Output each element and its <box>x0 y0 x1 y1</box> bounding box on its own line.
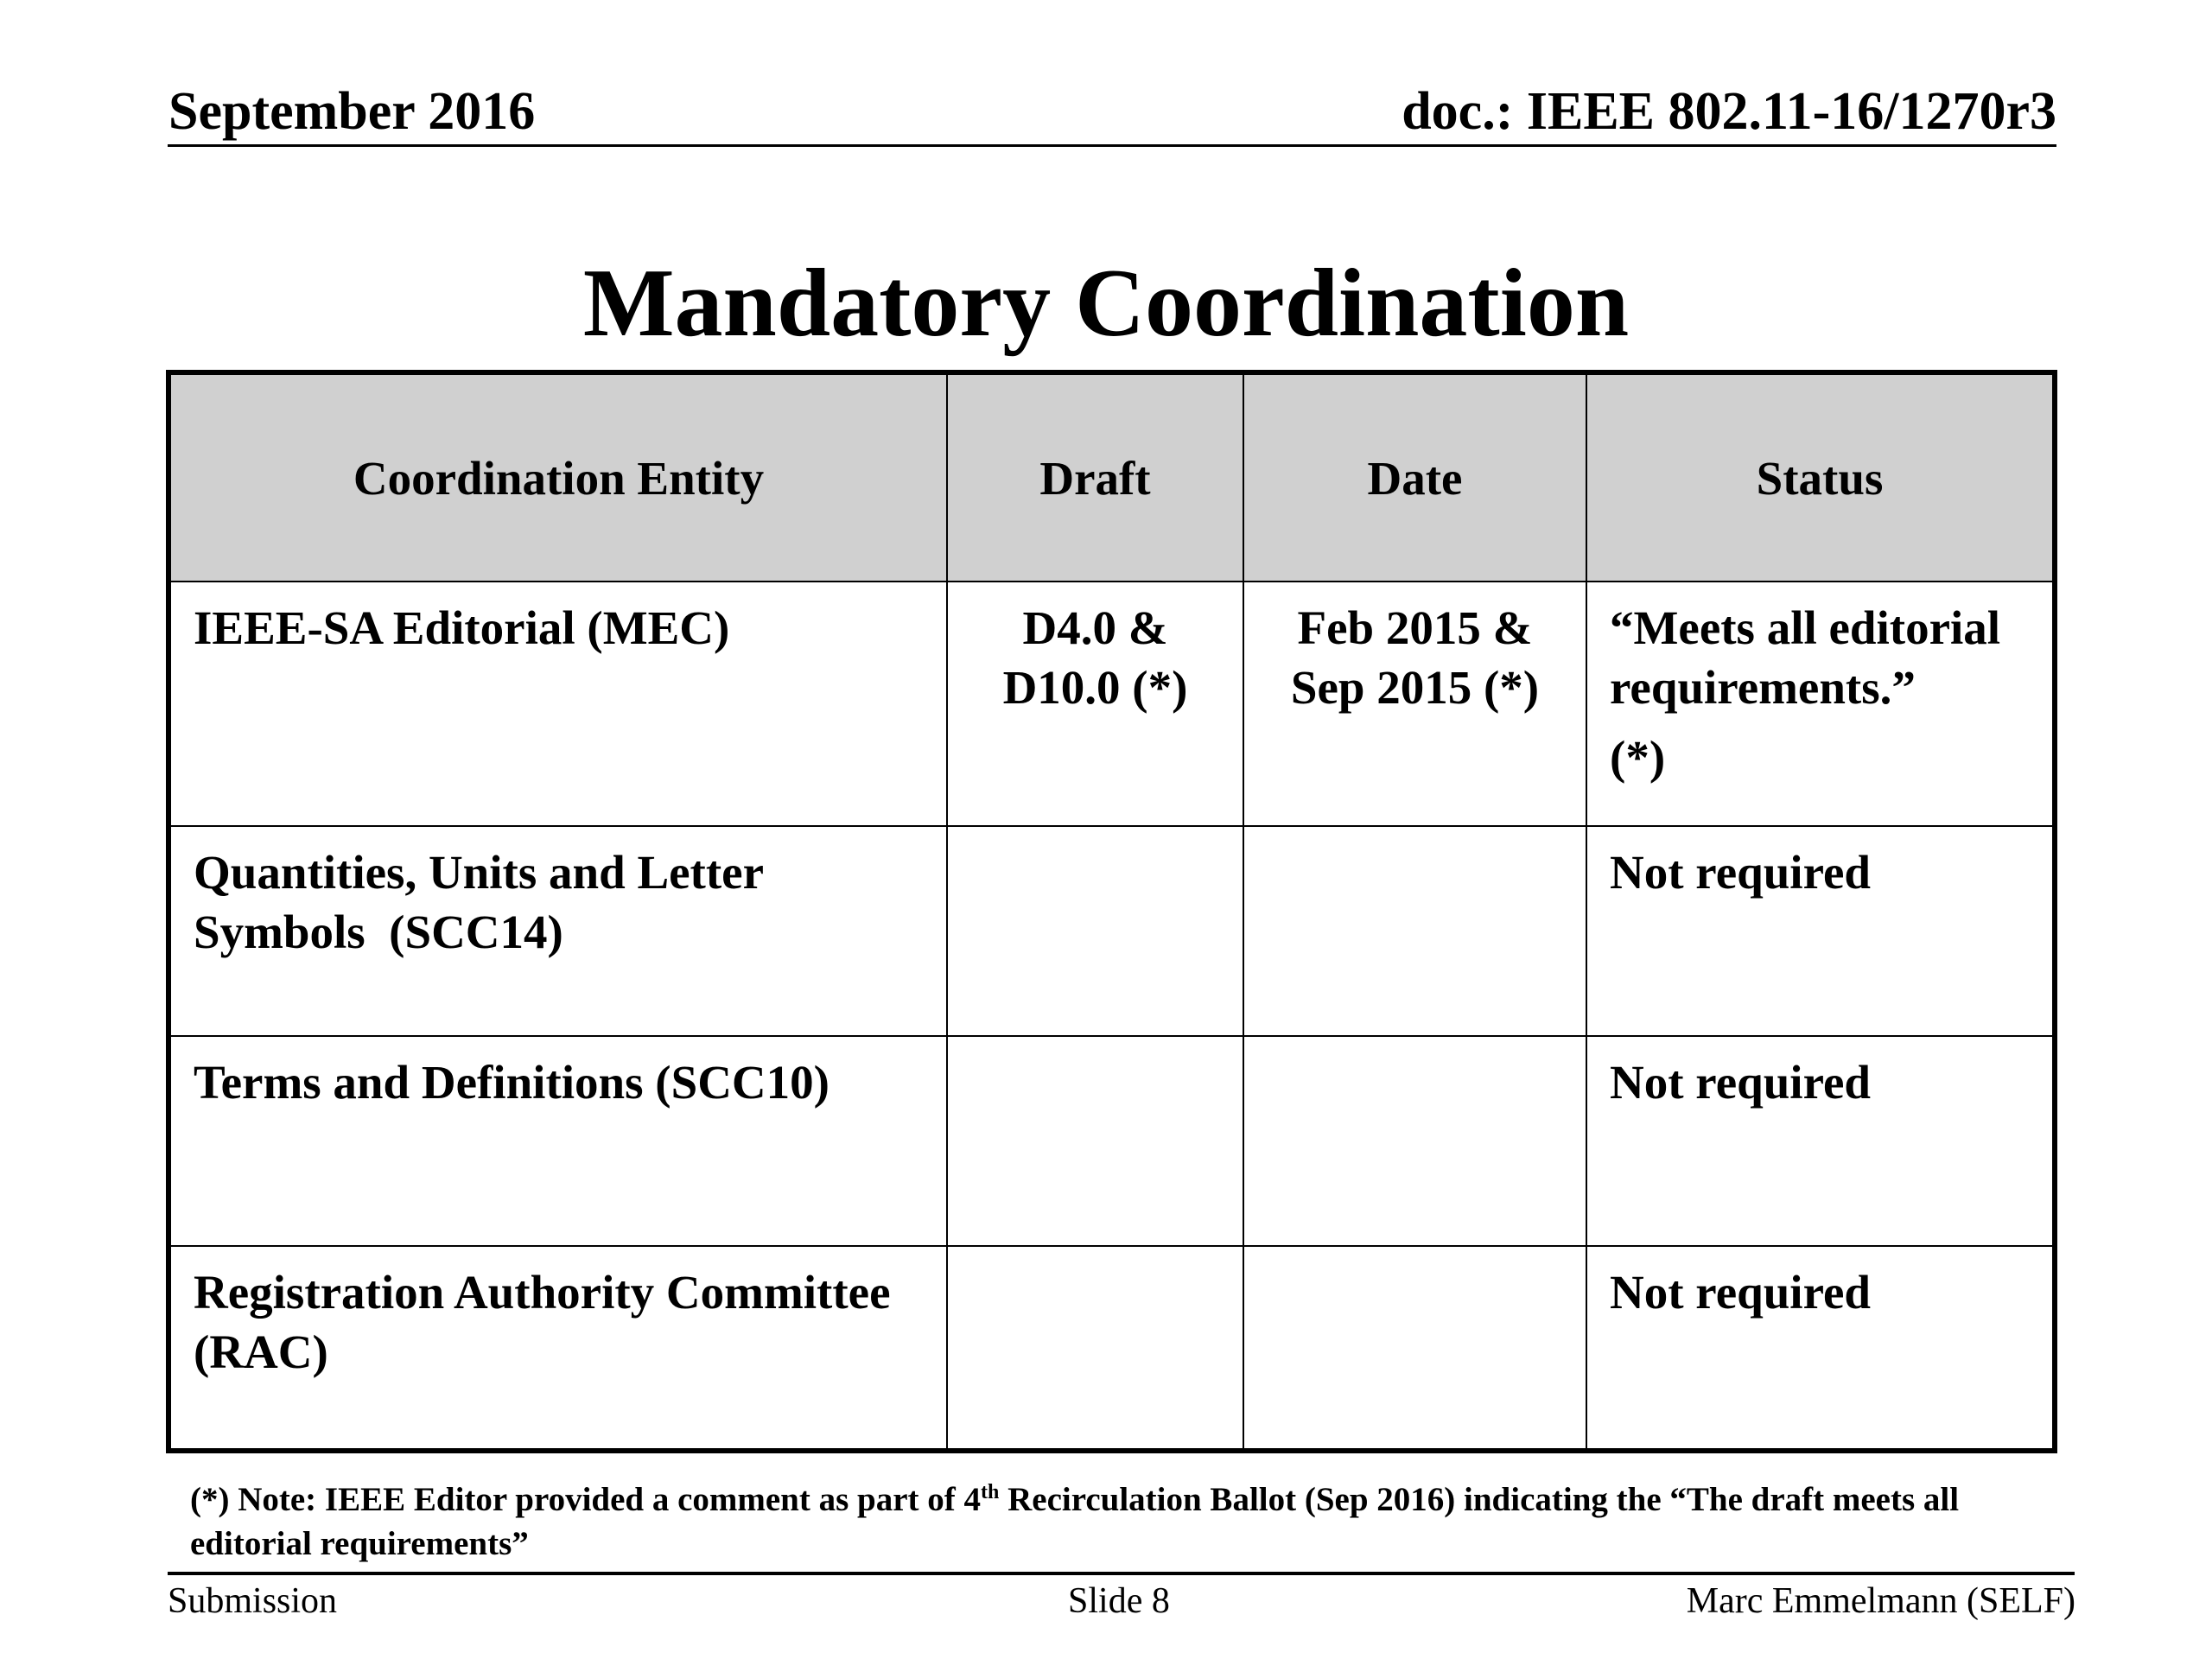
draft-cell <box>947 826 1243 1036</box>
table-header-row <box>168 372 2055 582</box>
header-divider <box>168 144 2056 147</box>
draft-cell: D4.0 & D10.0 (*) <box>947 582 1243 826</box>
draft-cell <box>947 1036 1243 1246</box>
entity-cell: IEEE-SA Editorial (MEC) <box>168 582 947 826</box>
coordination-table <box>166 370 2057 1453</box>
table-row <box>168 1246 2055 1451</box>
entity-cell: Quantities, Units and Letter Symbols (SCC14) <box>168 826 947 1036</box>
status-cell: Not required <box>1586 1036 2055 1246</box>
entity-cell: Registration Authority Committee (RAC) <box>168 1246 947 1451</box>
column-header: Draft <box>947 372 1243 582</box>
date-cell <box>1243 1036 1586 1246</box>
footer-submission: Submission <box>168 1581 338 1621</box>
table-row <box>168 826 2055 1036</box>
status-text: “Meets all editorial requirements.” <box>1610 601 2001 714</box>
status-cell <box>1586 582 2055 826</box>
column-header: Date <box>1243 372 1586 582</box>
date-cell <box>1243 826 1586 1036</box>
footnote-text-cont: Recirculation Ballot (Sep 2016) indicating the “The draft meets all editorial requirements” <box>190 1481 1960 1562</box>
footnote <box>190 1478 2048 1566</box>
footer-author: Marc Emmelmann (SELF) <box>1686 1581 2075 1621</box>
status-cell: Not required <box>1586 826 2055 1036</box>
date-cell: Feb 2015 & Sep 2015 (*) <box>1243 582 1586 826</box>
footer-divider <box>168 1572 2075 1575</box>
entity-cell: Terms and Definitions (SCC10) <box>168 1036 947 1246</box>
header-doc-id: doc.: IEEE 802.11-16/1270r3 <box>1402 82 2056 141</box>
footnote-text: (*) Note: IEEE Editor provided a comment as part of 4 <box>190 1481 982 1518</box>
column-header: Coordination Entity <box>168 372 947 582</box>
status-cell: Not required <box>1586 1246 2055 1451</box>
column-header: Status <box>1586 372 2055 582</box>
footer-slide-number: Slide 8 <box>1068 1581 1170 1621</box>
status-note-marker: (*) <box>1610 731 1666 784</box>
date-cell <box>1243 1246 1586 1451</box>
slide-title: Mandatory Coordination <box>582 250 1630 357</box>
header-date: September 2016 <box>168 82 536 141</box>
table-row <box>168 582 2055 826</box>
table-row <box>168 1036 2055 1246</box>
footnote-superscript: th <box>981 1481 1000 1503</box>
draft-cell <box>947 1246 1243 1451</box>
